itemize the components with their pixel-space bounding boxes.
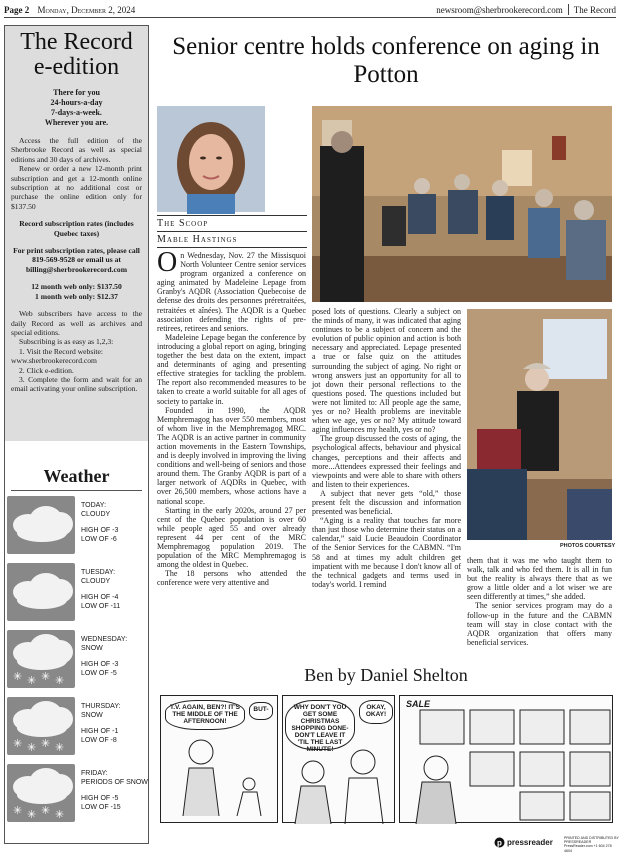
header-left	[4, 5, 436, 15]
paragraph: “Aging is a reality that touches far more than just those who determine their status on a calendar,” said Lucie Beaudoin Coordinator of the Senior Services for the CABMN. “I'm 58 and at times my adult children get impatient with me because I don't know all of the technical gadgets and terms used in today's world. I remind	[312, 516, 461, 589]
paragraph: A subject that never gets “old,” those present felt the discussion and information presented was beneficial.	[312, 488, 461, 517]
rate-12-month: 12 month web only: $137.50	[31, 282, 122, 292]
conference-photo-main	[312, 106, 612, 302]
access-text: Access the full edition of the Sherbrooke Record as well as special editions and 30 days of archives.	[11, 136, 142, 164]
paragraph: posed lots of questions. Clearly a subject on the minds of many, it was indicated that aging continues to be a subject of concern and the evolution of public opinion and action is both necessary and appreciated. Lepage presented a true or false quiz on the attitudes surrounding the subject of aging. No right or wrong answers just an opportunity for all to jot down their personal reflections to the questions posed. The questions included but were not limited to: All people age the same, yes or no? Health problems are inevitable when we age, yes or no? My attitude toward aging influences my health, yes or no?	[312, 307, 461, 435]
comic-panel-1	[160, 695, 278, 823]
pressreader-icon	[494, 837, 505, 848]
rate-1-month: 1 month web only: $12.37	[35, 291, 118, 301]
paragraph: Madeleine Lepage began the conference by introducing a global report on aging, bringing together the best data on the extent, impact and determinants of aging and presenting effective strategies for tackling the problem. The report also recommended measures to be taken to create a world suitable for all ages of society to partake in.	[157, 332, 306, 406]
paragraph: them that it was me who taught them to walk, talk and who fed them. It is all in fun but the reality is always there that as we grow a little older and a lot wiser we are seen differently at times,” she added.	[467, 556, 612, 602]
weather-day	[81, 770, 148, 787]
weather-temps	[81, 728, 121, 745]
comic-panel-3	[399, 695, 613, 823]
comic-drawing	[161, 696, 279, 824]
weather-info	[75, 563, 120, 625]
e-edition-box	[5, 26, 148, 441]
weather-condition: CLOUDY	[81, 577, 111, 585]
article-column-2	[312, 307, 461, 657]
speech-bubble: BUT-	[249, 702, 273, 720]
weather-low: LOW OF -11	[81, 602, 121, 610]
weather-day	[81, 569, 120, 586]
step-2: 2. Click e-edition.	[19, 365, 74, 375]
weather-day-name: THURSDAY:	[81, 703, 121, 710]
snow-icon: ✳ ✳ ✳ ✳	[7, 764, 75, 822]
tagline-line: 7-days-a-week.	[51, 108, 102, 117]
article-headline: Senior centre holds conference on aging in Potton	[172, 33, 600, 88]
weather-row	[7, 496, 148, 558]
step-3: 3. Complete the form and wait for an email activating your online subscription.	[11, 374, 142, 394]
svg-text:p: p	[497, 838, 502, 848]
weather-high: HIGH OF -4	[81, 594, 119, 601]
tagline-line: Wherever you are.	[44, 118, 109, 127]
paragraph: n Wednesday, Nov. 27 the Missisquoi North Volunteer Centre senior services program organized a conference on aging animated by Madeleine Lepage from Granby's AQDR (Association Quebecoise de defense des droits des personnes préretraitées, retraitées et aînées). The AQDR is a Quebec association defending the rights of pre-retirees, retirees and seniors.	[157, 251, 306, 333]
article-column-1	[157, 247, 306, 656]
paragraph: The group discussed the costs of aging, the psychological affects, behaviour and physical changes, perceptions and their affects and more...Attendees expressed their feelings and viewpoints and were able to share with others and listen to their experiences.	[312, 434, 461, 489]
paragraph: The senior services program may do a follow-up in the future and the CABMN team will stay in close contact with the AQDR organization that offers many beneficial services.	[467, 601, 612, 647]
speech-bubble: T.V. AGAIN, BEN?! IT'S THE MIDDLE OF THE AFTERNOON!	[165, 700, 245, 730]
comic-title: Ben by Daniel Shelton	[304, 665, 468, 685]
article-column-3	[467, 556, 612, 656]
weather-day-name: TUESDAY:	[81, 569, 116, 576]
rates-title: Record subscription rates (includes Quebec taxes)	[19, 219, 134, 238]
weather-condition: PERIODS OF SNOW	[81, 778, 148, 786]
speech-bubble: WHY DON'T YOU GET SOME CHRISTMAS SHOPPING DONE- DON'T LEAVE IT 'TIL THE LAST MINUTE!	[285, 700, 355, 750]
newsroom-email[interactable]: newsroom@sherbrookerecord.com	[436, 4, 563, 15]
renew-text: Renew or order a new 12-month print subscription and get a 12-month online subscription at no additional cost or purchase the online edition only for $137.50	[11, 164, 142, 211]
weather-condition: SNOW	[81, 711, 103, 719]
author-photo	[157, 106, 265, 212]
weather-day-name: WEDNESDAY:	[81, 636, 128, 643]
page-number: Page 2	[4, 4, 30, 15]
cloud-icon	[7, 563, 75, 621]
snow-icon: ✳ ✳ ✳ ✳	[7, 630, 75, 688]
weather-high: HIGH OF -5	[81, 795, 119, 802]
byline	[157, 215, 307, 248]
weather-high: HIGH OF -3	[81, 661, 119, 668]
weather-day-name: TODAY:	[81, 502, 107, 509]
weather-temps	[81, 527, 118, 544]
footer-line: PRINTED AND DISTRIBUTED BY PRESSREADER	[564, 836, 619, 845]
weather-temps	[81, 661, 127, 678]
column-name: The Scoop	[157, 215, 307, 232]
tagline-line: 24-hours-a-day	[50, 98, 103, 107]
e-edition-tagline	[11, 88, 142, 128]
page-date: Monday, December 2, 2024	[37, 4, 136, 15]
weather-low: LOW OF -8	[81, 736, 117, 744]
weather-day	[81, 636, 127, 653]
conference-room-image	[312, 106, 612, 302]
speech-bubble: OKAY, OKAY!	[359, 700, 393, 724]
cloud-icon	[7, 496, 75, 554]
e-edition-title-line1: The Record	[20, 29, 133, 55]
weather-day	[81, 703, 121, 720]
weather-temps	[81, 594, 120, 611]
pressreader-logo	[494, 837, 553, 848]
step-1: 1. Visit the Record website: www.sherbrookerecord.com	[11, 346, 103, 366]
weather-info	[75, 697, 121, 759]
weather-day	[81, 502, 118, 519]
paper-name: The Record	[573, 4, 616, 15]
conference-photo-speaker	[467, 309, 612, 540]
weather-low: LOW OF -5	[81, 669, 117, 677]
web-subscribers-text: Web subscribers have access to the daily Record as well as archives and special editions.	[11, 309, 142, 337]
comic-drawing	[400, 696, 614, 824]
author-name: Mable Hastings	[157, 232, 307, 248]
paragraph: The 18 persons who attended the conference were very attentive and	[157, 569, 306, 588]
tagline-line: There for you	[53, 88, 100, 97]
steps-title: Subscribing is as easy as 1,2,3:	[19, 337, 114, 347]
weather-temps	[81, 795, 148, 812]
e-edition-title	[11, 30, 142, 80]
weather-condition: CLOUDY	[81, 510, 111, 518]
comic-drawing	[283, 696, 396, 824]
photo-caption: PHOTOS COURTESY	[560, 543, 616, 549]
weather-low: LOW OF -6	[81, 535, 117, 543]
weather-title: Weather	[11, 466, 142, 491]
sale-sign: SALE	[406, 699, 431, 709]
weather-info	[75, 630, 127, 692]
author-portrait-image	[157, 106, 265, 212]
weather-list	[5, 496, 148, 826]
paragraph: Starting in the early 2020s, around 27 per cent of the Quebec population is over 60 while people aged 55 and over already represent 44 per cent of the MRC Memphremagog population 2019. The population of the MRC Memphremagog is among the oldest in Quebec.	[157, 505, 306, 570]
weather-info	[75, 496, 118, 558]
weather-row	[7, 630, 148, 692]
snow-icon: ✳ ✳ ✳ ✳	[7, 697, 75, 755]
weather-day-name: FRIDAY:	[81, 770, 108, 777]
weather-row	[7, 563, 148, 625]
weather-row	[7, 697, 148, 759]
header-right	[436, 4, 616, 15]
header-divider	[568, 4, 569, 15]
drop-cap: O	[157, 247, 178, 278]
weather-high: HIGH OF -3	[81, 527, 119, 534]
weather-high: HIGH OF -1	[81, 728, 119, 735]
e-edition-title-line2: e-edition	[33, 54, 120, 80]
paragraph: Founded in 1990, the AQDR Memphremagog has over 550 members, most of whom live in the Memphremagog MRC. The AQDR is an active partner in community action movements in the Eastern Townships, and is deeply involved in improving the living conditions and well-being of seniors and those around them. The Granby AQDR is part of a larger network of AQDRs in Quebec, with over 26,500 members, whose actions have a national scope.	[157, 405, 306, 506]
speaker-image	[467, 309, 612, 540]
print-rates: For print subscription rates, please call 819-569-9528 or email us at billing@sherbrookerecord.com	[13, 246, 140, 274]
weather-info	[75, 764, 148, 826]
pressreader-brand: pressreader	[507, 838, 553, 847]
weather-condition: SNOW	[81, 644, 103, 652]
comic-panel-2	[282, 695, 395, 823]
sidebar	[4, 25, 149, 844]
footer-fineprint	[564, 836, 620, 853]
weather-low: LOW OF -15	[81, 803, 121, 811]
weather-row	[7, 764, 148, 826]
footer-line: PressReader.com +1 604 278 4604	[564, 844, 612, 853]
page-header	[4, 2, 616, 18]
